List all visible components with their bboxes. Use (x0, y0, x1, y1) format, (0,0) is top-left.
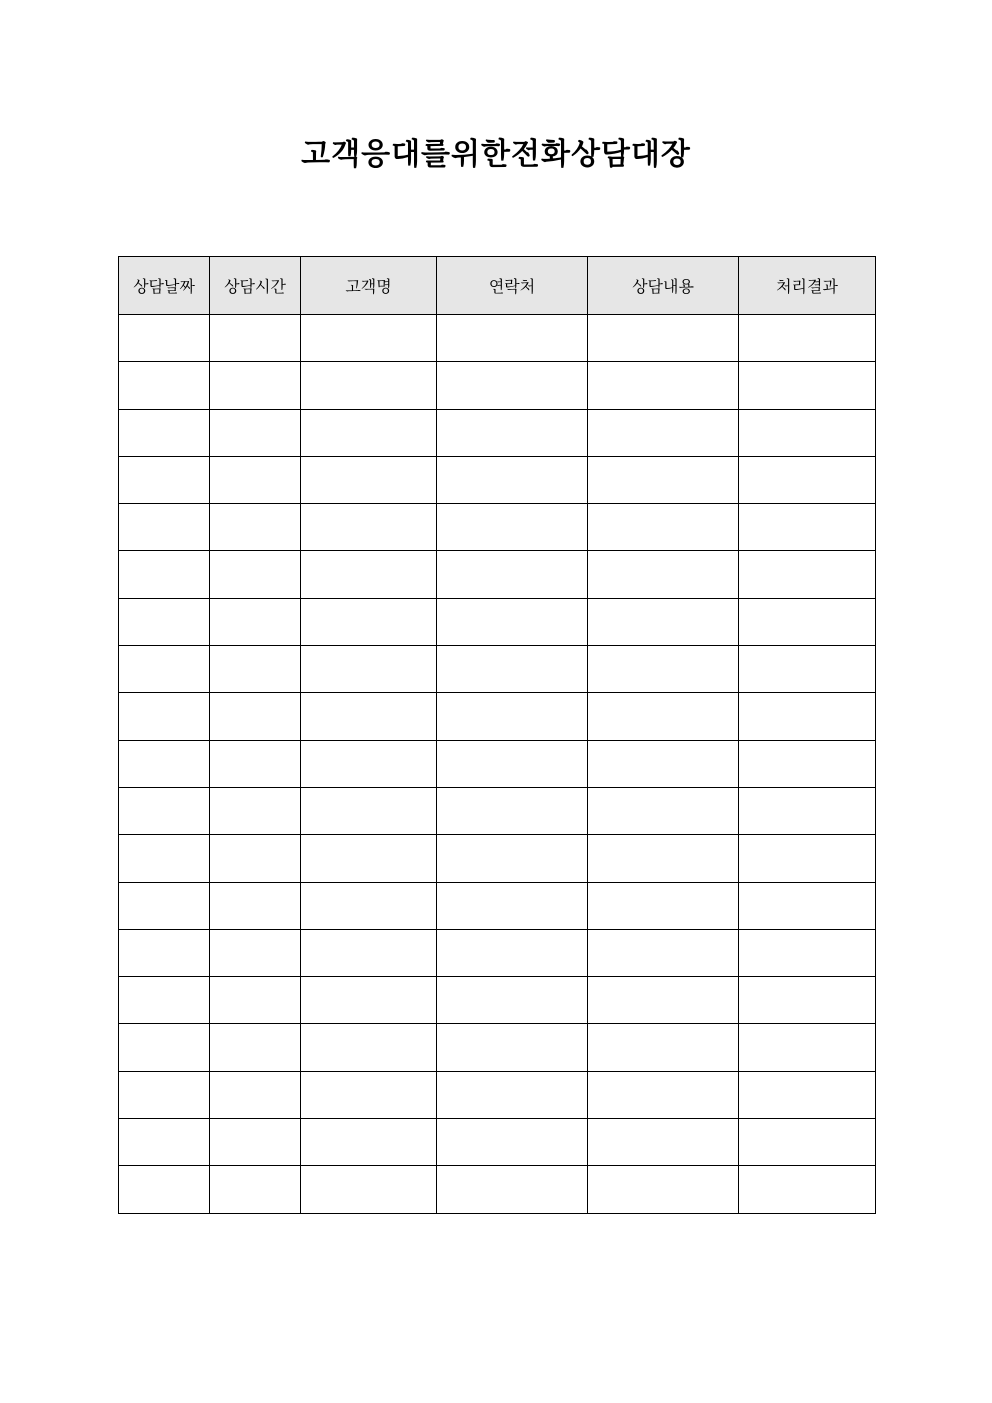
result-cell[interactable] (739, 740, 876, 787)
customer-name-cell[interactable] (301, 882, 437, 929)
time-cell[interactable] (210, 362, 301, 409)
details-cell[interactable] (588, 1071, 739, 1118)
details-cell[interactable] (588, 362, 739, 409)
result-cell[interactable] (739, 598, 876, 645)
time-cell[interactable] (210, 740, 301, 787)
contact-cell[interactable] (437, 315, 588, 362)
table-header-row (119, 257, 876, 315)
table-row (119, 882, 876, 929)
page-title: 고객응대를위한전화상담대장 (301, 137, 691, 172)
time-cell[interactable] (210, 504, 301, 551)
date-cell[interactable] (119, 835, 210, 882)
details-cell[interactable] (588, 409, 739, 456)
customer-name-cell[interactable] (301, 835, 437, 882)
date-cell[interactable] (119, 1119, 210, 1166)
details-cell[interactable] (588, 693, 739, 740)
customer-name-cell[interactable] (301, 504, 437, 551)
date-cell[interactable] (119, 882, 210, 929)
table-row (119, 787, 876, 834)
details-cell[interactable] (588, 929, 739, 976)
customer-name-cell[interactable] (301, 740, 437, 787)
result-cell[interactable] (739, 315, 876, 362)
customer-name-cell[interactable] (301, 1166, 437, 1213)
date-cell[interactable] (119, 740, 210, 787)
table-row (119, 551, 876, 598)
time-cell[interactable] (210, 693, 301, 740)
result-cell[interactable] (739, 1166, 876, 1213)
date-cell[interactable] (119, 1024, 210, 1071)
time-cell[interactable] (210, 456, 301, 503)
result-cell[interactable] (739, 1071, 876, 1118)
table-row (119, 693, 876, 740)
customer-name-cell[interactable] (301, 315, 437, 362)
time-cell[interactable] (210, 551, 301, 598)
result-cell[interactable] (739, 835, 876, 882)
column-header-contact: 연락처 (437, 257, 588, 315)
date-cell[interactable] (119, 929, 210, 976)
details-cell[interactable] (588, 740, 739, 787)
customer-name-cell[interactable] (301, 551, 437, 598)
contact-cell[interactable] (437, 551, 588, 598)
customer-name-cell[interactable] (301, 787, 437, 834)
details-cell[interactable] (588, 315, 739, 362)
details-cell[interactable] (588, 504, 739, 551)
column-header-details: 상담내용 (588, 257, 739, 315)
details-cell[interactable] (588, 598, 739, 645)
column-header-customer-name: 고객명 (301, 257, 437, 315)
contact-cell[interactable] (437, 1071, 588, 1118)
contact-cell[interactable] (437, 787, 588, 834)
contact-cell[interactable] (437, 598, 588, 645)
consultation-log-table (118, 256, 876, 1214)
time-cell[interactable] (210, 1071, 301, 1118)
table-row (119, 1119, 876, 1166)
customer-name-cell[interactable] (301, 409, 437, 456)
result-cell[interactable] (739, 929, 876, 976)
table-row (119, 1024, 876, 1071)
details-cell[interactable] (588, 977, 739, 1024)
table-row (119, 409, 876, 456)
table-row (119, 598, 876, 645)
date-cell[interactable] (119, 409, 210, 456)
table-row (119, 740, 876, 787)
contact-cell[interactable] (437, 977, 588, 1024)
contact-cell[interactable] (437, 929, 588, 976)
date-cell[interactable] (119, 787, 210, 834)
time-cell[interactable] (210, 787, 301, 834)
time-cell[interactable] (210, 1166, 301, 1213)
result-cell[interactable] (739, 977, 876, 1024)
result-cell[interactable] (739, 1024, 876, 1071)
customer-name-cell[interactable] (301, 1119, 437, 1166)
contact-cell[interactable] (437, 835, 588, 882)
date-cell[interactable] (119, 456, 210, 503)
date-cell[interactable] (119, 1071, 210, 1118)
result-cell[interactable] (739, 409, 876, 456)
result-cell[interactable] (739, 646, 876, 693)
table-row (119, 835, 876, 882)
table-row (119, 315, 876, 362)
time-cell[interactable] (210, 409, 301, 456)
result-cell[interactable] (739, 456, 876, 503)
result-cell[interactable] (739, 504, 876, 551)
date-cell[interactable] (119, 551, 210, 598)
contact-cell[interactable] (437, 882, 588, 929)
details-cell[interactable] (588, 1024, 739, 1071)
date-cell[interactable] (119, 362, 210, 409)
date-cell[interactable] (119, 504, 210, 551)
result-cell[interactable] (739, 882, 876, 929)
contact-cell[interactable] (437, 693, 588, 740)
result-cell[interactable] (739, 1119, 876, 1166)
result-cell[interactable] (739, 362, 876, 409)
details-cell[interactable] (588, 456, 739, 503)
details-cell[interactable] (588, 1119, 739, 1166)
time-cell[interactable] (210, 1024, 301, 1071)
customer-name-cell[interactable] (301, 693, 437, 740)
time-cell[interactable] (210, 598, 301, 645)
result-cell[interactable] (739, 551, 876, 598)
time-cell[interactable] (210, 977, 301, 1024)
column-header-date: 상담날짜 (119, 257, 210, 315)
date-cell[interactable] (119, 1166, 210, 1213)
table-row (119, 1071, 876, 1118)
details-cell[interactable] (588, 835, 739, 882)
customer-name-cell[interactable] (301, 929, 437, 976)
customer-name-cell[interactable] (301, 1071, 437, 1118)
customer-name-cell[interactable] (301, 1024, 437, 1071)
table-row (119, 504, 876, 551)
result-cell[interactable] (739, 693, 876, 740)
table-row (119, 1166, 876, 1213)
time-cell[interactable] (210, 929, 301, 976)
date-cell[interactable] (119, 977, 210, 1024)
details-cell[interactable] (588, 646, 739, 693)
time-cell[interactable] (210, 1119, 301, 1166)
contact-cell[interactable] (437, 1119, 588, 1166)
customer-name-cell[interactable] (301, 362, 437, 409)
customer-name-cell[interactable] (301, 646, 437, 693)
details-cell[interactable] (588, 1166, 739, 1213)
table-row (119, 977, 876, 1024)
table-row (119, 929, 876, 976)
contact-cell[interactable] (437, 362, 588, 409)
date-cell[interactable] (119, 598, 210, 645)
contact-cell[interactable] (437, 1166, 588, 1213)
column-header-result: 처리결과 (739, 257, 876, 315)
details-cell[interactable] (588, 787, 739, 834)
contact-cell[interactable] (437, 456, 588, 503)
customer-name-cell[interactable] (301, 456, 437, 503)
details-cell[interactable] (588, 551, 739, 598)
time-cell[interactable] (210, 315, 301, 362)
customer-name-cell[interactable] (301, 977, 437, 1024)
column-header-time: 상담시간 (210, 257, 301, 315)
table-row (119, 456, 876, 503)
date-cell[interactable] (119, 646, 210, 693)
result-cell[interactable] (739, 787, 876, 834)
date-cell[interactable] (119, 315, 210, 362)
details-cell[interactable] (588, 882, 739, 929)
table-body (119, 315, 876, 1214)
contact-cell[interactable] (437, 740, 588, 787)
time-cell[interactable] (210, 882, 301, 929)
customer-name-cell[interactable] (301, 598, 437, 645)
time-cell[interactable] (210, 835, 301, 882)
contact-cell[interactable] (437, 409, 588, 456)
time-cell[interactable] (210, 646, 301, 693)
contact-cell[interactable] (437, 504, 588, 551)
date-cell[interactable] (119, 693, 210, 740)
contact-cell[interactable] (437, 1024, 588, 1071)
table-row (119, 646, 876, 693)
contact-cell[interactable] (437, 646, 588, 693)
table-row (119, 362, 876, 409)
